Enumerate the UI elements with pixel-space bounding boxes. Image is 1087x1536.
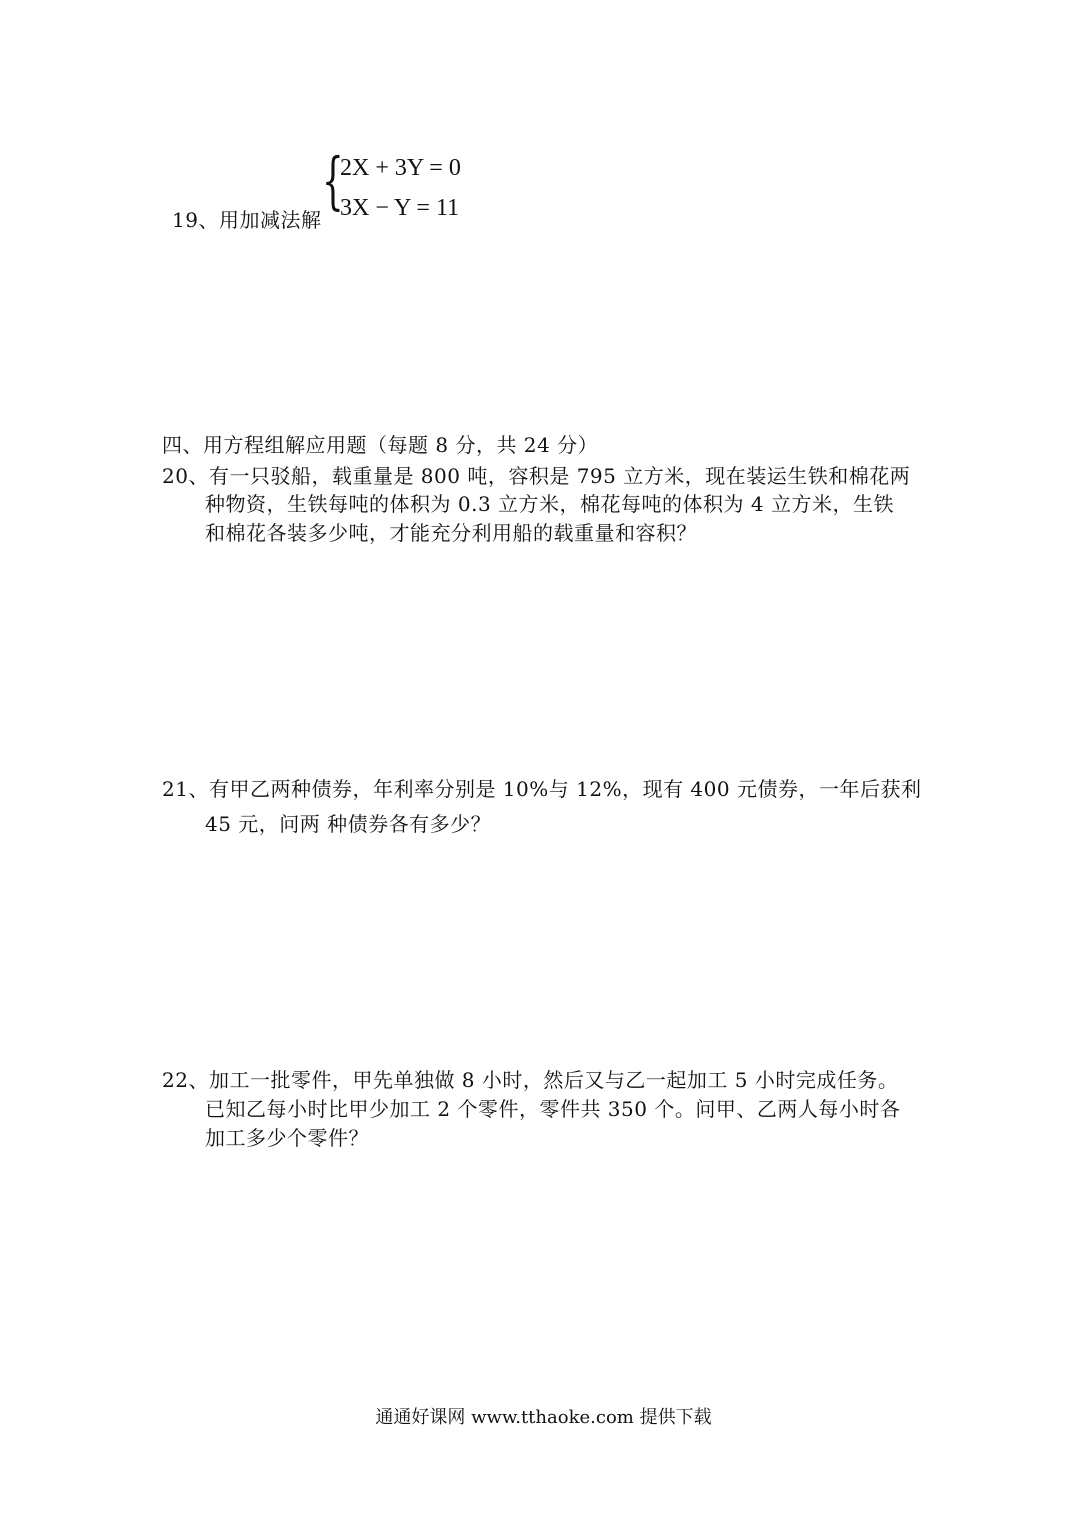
q19-label: 19、用加减法解	[172, 208, 322, 232]
q21-line-1: 21、有甲乙两种债券，年利率分别是 10%与 12%，现有 400 元债券，一年后获利	[162, 777, 922, 801]
section-heading: 四、用方程组解应用题（每题 8 分，共 24 分）	[162, 433, 599, 457]
q19-equation-1: 2X + 3Y = 0	[340, 155, 461, 181]
page-footer: 通通好课网 www.tthaoke.com 提供下载	[375, 1407, 712, 1428]
equation-brace: {	[322, 144, 344, 217]
q22-line-2: 已知乙每小时比甲少加工 2 个零件，零件共 350 个。问甲、乙两人每小时各	[205, 1097, 901, 1121]
q20-line-3: 和棉花各装多少吨，才能充分利用船的载重量和容积？	[205, 521, 697, 545]
q21-line-2: 45 元，问两 种债券各有多少？	[205, 812, 492, 836]
q19-equation-2: 3X − Y = 11	[340, 195, 460, 221]
q20-line-1: 20、有一只驳船，载重量是 800 吨，容积是 795 立方米，现在装运生铁和棉花两	[162, 464, 911, 488]
q22-line-3: 加工多少个零件？	[205, 1126, 369, 1150]
q22-line-1: 22、加工一批零件，甲先单独做 8 小时，然后又与乙一起加工 5 小时完成任务。	[162, 1068, 899, 1092]
q20-line-2: 种物资，生铁每吨的体积为 0.3 立方米，棉花每吨的体积为 4 立方米，生铁	[205, 492, 894, 516]
